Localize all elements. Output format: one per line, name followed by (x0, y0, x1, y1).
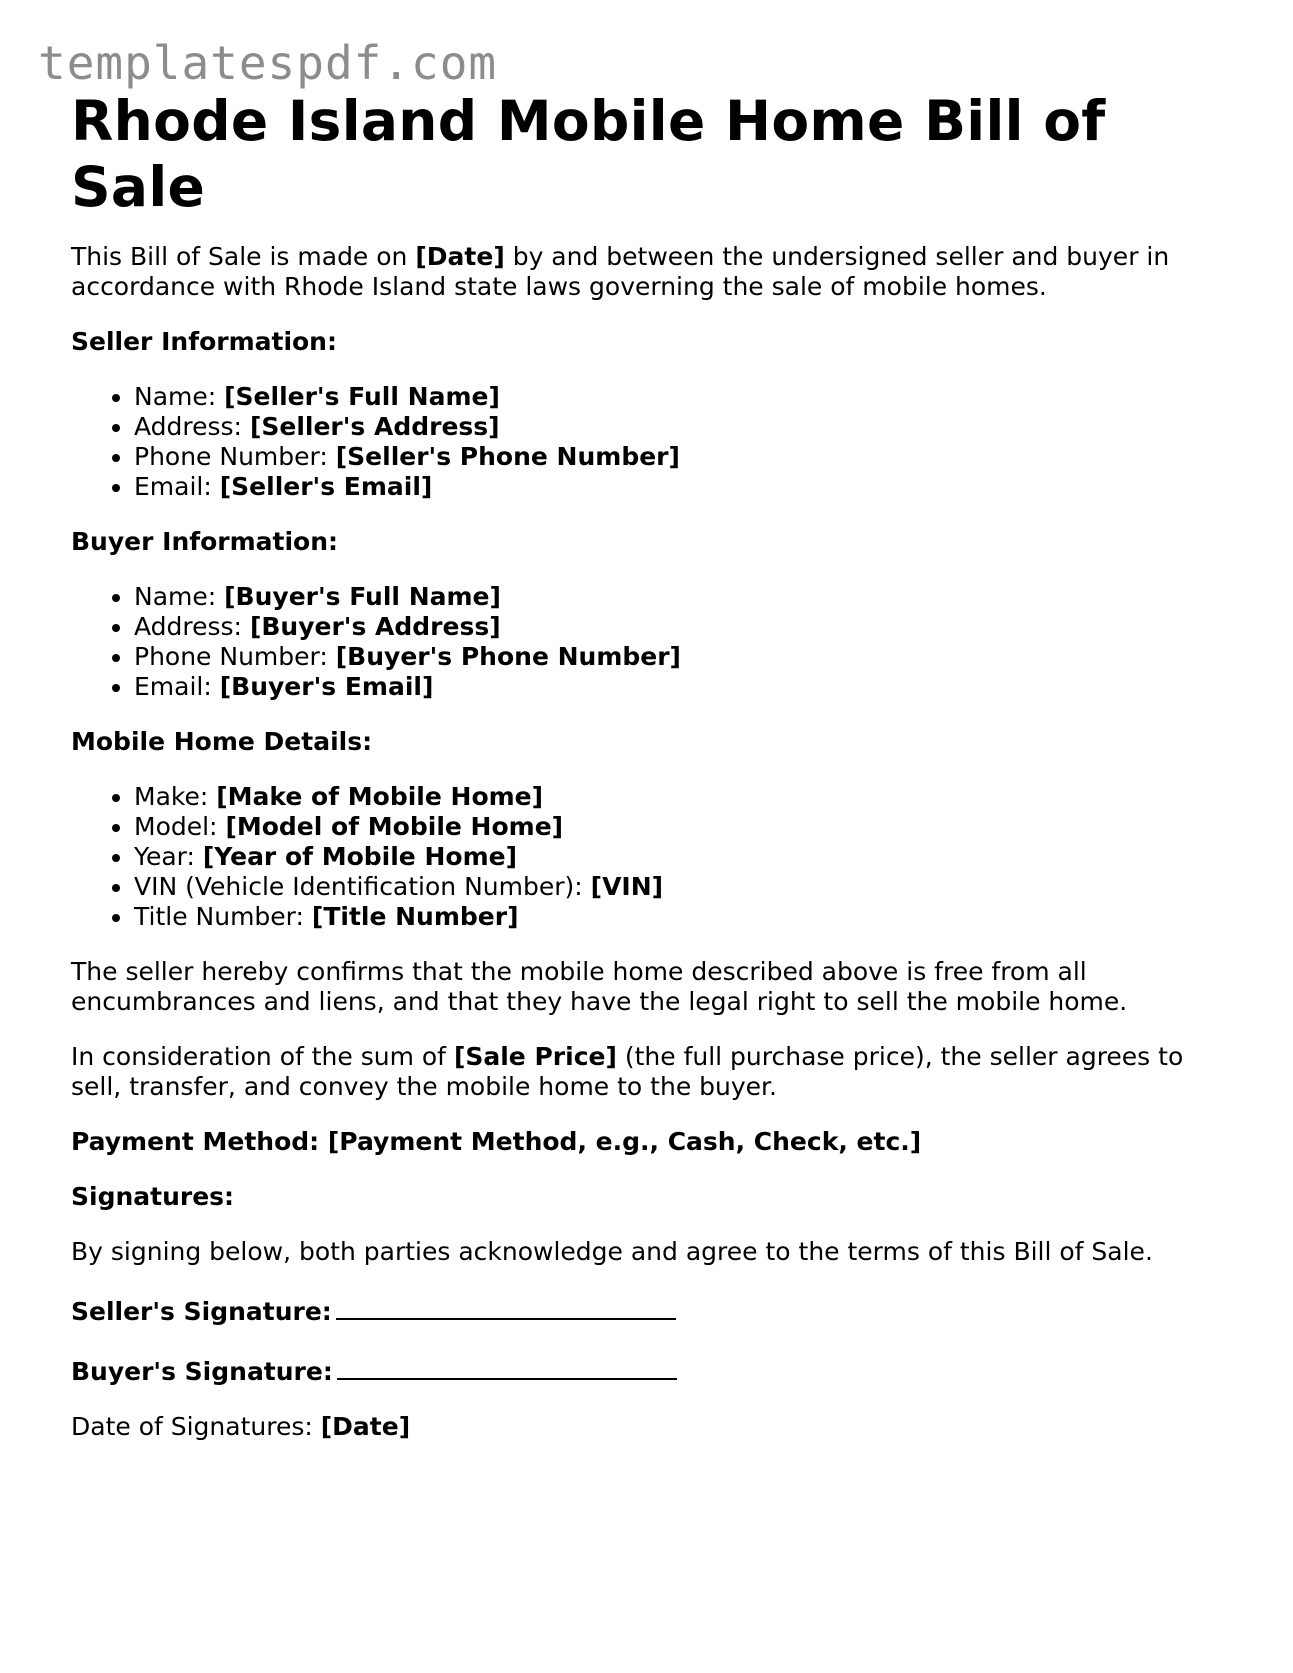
signatures-heading: Signatures: (71, 1182, 235, 1211)
field-placeholder: [VIN] (590, 872, 664, 901)
sale-price-placeholder: [Sale Price] (453, 1042, 617, 1071)
seller-signature-line (71, 1292, 1231, 1327)
seller-signature-field[interactable] (336, 1292, 676, 1320)
field-placeholder: [Seller's Phone Number] (335, 442, 680, 471)
seller-info-list (71, 382, 1231, 502)
signature-date-label: Date of Signatures: (71, 1412, 321, 1441)
consideration-text-before: In consideration of the sum of (71, 1042, 454, 1071)
field-placeholder: [Year of Mobile Home] (202, 842, 517, 871)
list-item (134, 582, 1231, 612)
buyer-signature-line (71, 1352, 1231, 1387)
field-label: Title Number: (134, 902, 312, 931)
field-placeholder: [Buyer's Phone Number] (335, 642, 681, 671)
field-label: Year: (134, 842, 203, 871)
list-item (134, 902, 1231, 932)
list-item (134, 472, 1231, 502)
field-placeholder: [Seller's Email] (219, 472, 433, 501)
field-label: Name: (134, 382, 225, 411)
field-label: Address: (134, 612, 250, 641)
intro-text-after: by and between the undersigned seller and buyer in accordance with Rhode Island state laws governing the sale of mobile homes. (71, 242, 1170, 301)
signature-date-line (71, 1412, 1231, 1442)
field-placeholder: [Buyer's Email] (219, 672, 434, 701)
list-item (134, 812, 1231, 842)
list-item (134, 872, 1231, 902)
field-placeholder: [Model of Mobile Home] (225, 812, 564, 841)
list-item (134, 412, 1231, 442)
document-title: Rhode Island Mobile Home Bill of Sale (71, 89, 1106, 219)
list-item (134, 672, 1231, 702)
seller-signature-label: Seller's Signature: (71, 1297, 332, 1326)
intro-text-before: This Bill of Sale is made on (71, 242, 416, 271)
payment-method: Payment Method: [Payment Method, e.g., Cash, Check, etc.] (71, 1127, 922, 1156)
field-label: VIN (Vehicle Identification Number): (134, 872, 591, 901)
list-item (134, 782, 1231, 812)
field-label: Email: (134, 472, 220, 501)
buyer-info-list (71, 582, 1231, 702)
watermark: templatespdf.com (38, 36, 498, 90)
field-label: Address: (134, 412, 250, 441)
field-label: Email: (134, 672, 220, 701)
list-item (134, 612, 1231, 642)
field-placeholder: [Seller's Full Name] (224, 382, 500, 411)
consideration-paragraph (71, 1042, 1231, 1102)
buyer-info-heading: Buyer Information: (71, 527, 339, 556)
field-label: Model: (134, 812, 226, 841)
signature-date-placeholder: [Date] (320, 1412, 411, 1441)
mobile-home-details-heading: Mobile Home Details: (71, 727, 373, 756)
mobile-home-details-list (71, 782, 1231, 932)
list-item (134, 442, 1231, 472)
intro-date-placeholder: [Date] (415, 242, 505, 271)
confirmation-paragraph: The seller hereby confirms that the mobile home described above is free from all encumbrances and liens, and that they have the legal right to sell the mobile home. (71, 957, 1128, 1016)
list-item (134, 642, 1231, 672)
acknowledgment-paragraph: By signing below, both parties acknowledge and agree to the terms of this Bill of Sale. (71, 1237, 1153, 1266)
field-placeholder: [Title Number] (311, 902, 519, 931)
intro-paragraph (71, 242, 1231, 302)
field-placeholder: [Buyer's Address] (249, 612, 501, 641)
document-body (71, 88, 1231, 1442)
field-placeholder: [Seller's Address] (249, 412, 500, 441)
field-label: Phone Number: (134, 442, 336, 471)
field-placeholder: [Make of Mobile Home] (216, 782, 544, 811)
list-item (134, 382, 1231, 412)
field-label: Make: (134, 782, 217, 811)
consideration-text-after: (the full purchase price), the seller agrees to sell, transfer, and convey the mobile home to the buyer. (71, 1042, 1184, 1101)
field-label: Phone Number: (134, 642, 336, 671)
seller-info-heading: Seller Information: (71, 327, 337, 356)
buyer-signature-field[interactable] (337, 1352, 677, 1380)
field-label: Name: (134, 582, 225, 611)
list-item (134, 842, 1231, 872)
field-placeholder: [Buyer's Full Name] (224, 582, 501, 611)
buyer-signature-label: Buyer's Signature: (71, 1357, 333, 1386)
